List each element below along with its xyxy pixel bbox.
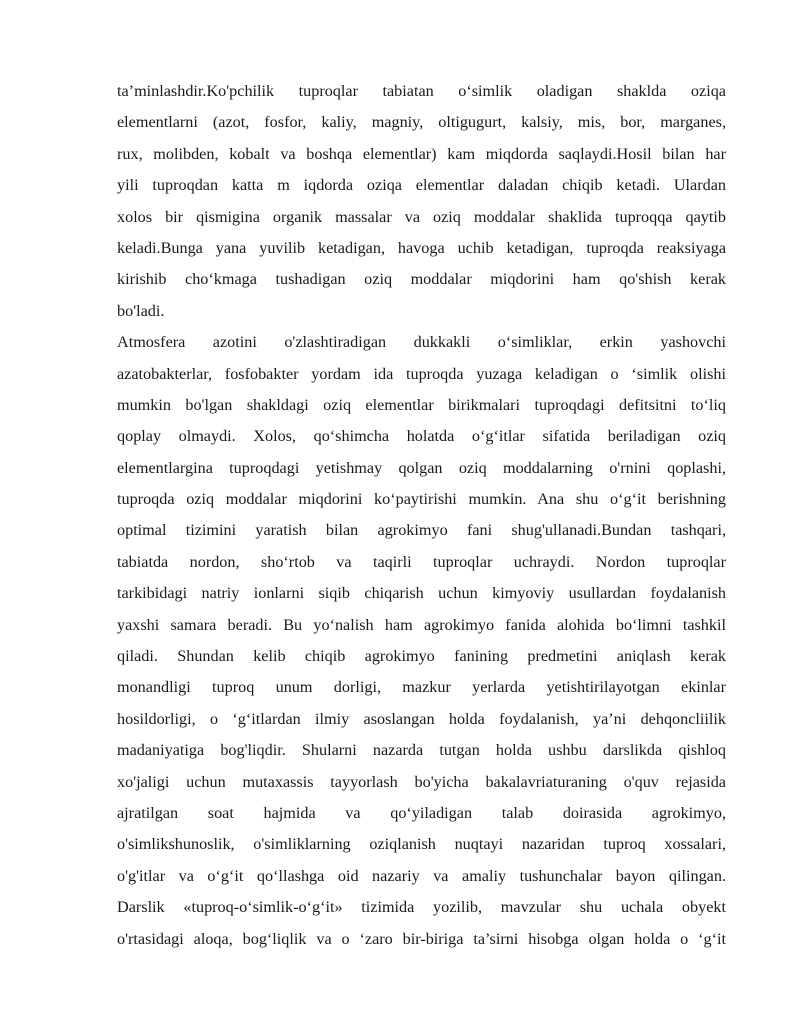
- text-line: rux, molibden, kobalt va boshqa elementlar) kam miqdorda saqlaydi.Hosil bilan har: [117, 144, 726, 163]
- text-line: hosildorligi, o ‘g‘itlardan ilmiy asoslangan holda foydalanish, ya’ni dehqoncliilik: [117, 709, 726, 728]
- text-line: o'simlikshunoslik, o'simliklarning oziqlanish nuqtayi nazaridan tuproq xossalari,: [117, 835, 726, 854]
- text-line: elementlargina tuproqdagi yetishmay qolgan oziq moddalarning o'rnini qoplashi,: [117, 458, 726, 477]
- text-line: azatobakterlar, fosfobakter yordam ida tuproqda yuzaga keladigan o ‘simlik olishi: [117, 364, 726, 383]
- text-line: o'rtasidagi aloqa, bog‘liqlik va o ‘zaro bir-biriga ta’sirni hisobga olgan holda o ‘g‘it: [117, 929, 726, 948]
- text-line: Atmosfera azotini o'zlashtiradigan dukkakli o‘simliklar, erkin yashovchi: [117, 333, 726, 352]
- text-line: o'g'itlar va o‘g‘it qo‘llashga oid nazariy va amaliy tushunchalar bayon qilingan.: [117, 866, 726, 885]
- text-line: madaniyatiga bog'liqdir. Shularni nazarda tutgan holda ushbu darslikda qishloq: [117, 741, 726, 760]
- text-line: qoplay olmaydi. Xolos, qo‘shimcha holatda o‘g‘itlar sifatida beriladigan oziq: [117, 427, 726, 446]
- text-line: yaxshi samara beradi. Bu yo‘nalish ham agrokimyo fanida alohida bo‘limni tashkil: [117, 615, 726, 634]
- text-line: elementlarni (azot, fosfor, kaliy, magniy, oltigugurt, kalsiy, mis, bor, marganes,: [117, 113, 726, 132]
- text-line: tuproqda oziq moddalar miqdorini ko‘paytirishi mumkin. Ana shu o‘g‘it berishning: [117, 490, 726, 509]
- document-page: [117, 76, 726, 955]
- text-line: ajratilgan soat hajmida va qo‘yiladigan talab doirasida agrokimyo,: [117, 803, 726, 822]
- text-line: xolos bir qismigina organik massalar va oziq moddalar shaklida tuproqqa qaytib: [117, 207, 726, 226]
- text-line: monandligi tuproq unum dorligi, mazkur yerlarda yetishtirilayotgan ekinlar: [117, 678, 726, 697]
- text-line: mumkin bo'lgan shakldagi oziq elementlar birikmalari tuproqdagi defitsitni to‘liq: [117, 395, 726, 414]
- text-line: bo'ladi.: [117, 301, 165, 320]
- paragraph-1: [117, 76, 726, 327]
- text-line: yili tuproqdan katta m iqdorda oziqa elementlar daladan chiqib ketadi. Ulardan: [117, 176, 726, 195]
- text-line: Darslik «tuproq-o‘simlik-o‘g‘it» tizimida yozilib, mavzular shu uchala obyekt: [117, 898, 726, 917]
- text-line: tabiatda nordon, sho‘rtob va taqirli tuproqlar uchraydi. Nordon tuproqlar: [117, 552, 726, 571]
- text-line: kirishib cho‘kmaga tushadigan oziq moddalar miqdorini ham qo'shish kerak: [117, 270, 726, 289]
- text-line: tarkibidagi natriy ionlarni siqib chiqarish uchun kimyoviy usullardan foydalanish: [117, 584, 726, 603]
- text-line: optimal tizimini yaratish bilan agrokimyo fani shug'ullanadi.Bundan tashqari,: [117, 521, 726, 540]
- text-line: ta’minlashdir.Ko'pchilik tuproqlar tabiatan o‘simlik oladigan shaklda oziqa: [117, 82, 726, 100]
- text-line: keladi.Bunga yana yuvilib ketadigan, havoga uchib ketadigan, tuproqda reaksiyaga: [117, 238, 726, 257]
- text-line: qiladi. Shundan kelib chiqib agrokimyo fanining predmetini aniqlash kerak: [117, 647, 726, 666]
- paragraph-2: [117, 327, 726, 955]
- text-line: xo'jaligi uchun mutaxassis tayyorlash bo'yicha bakalavriaturaning o'quv rejasida: [117, 772, 726, 791]
